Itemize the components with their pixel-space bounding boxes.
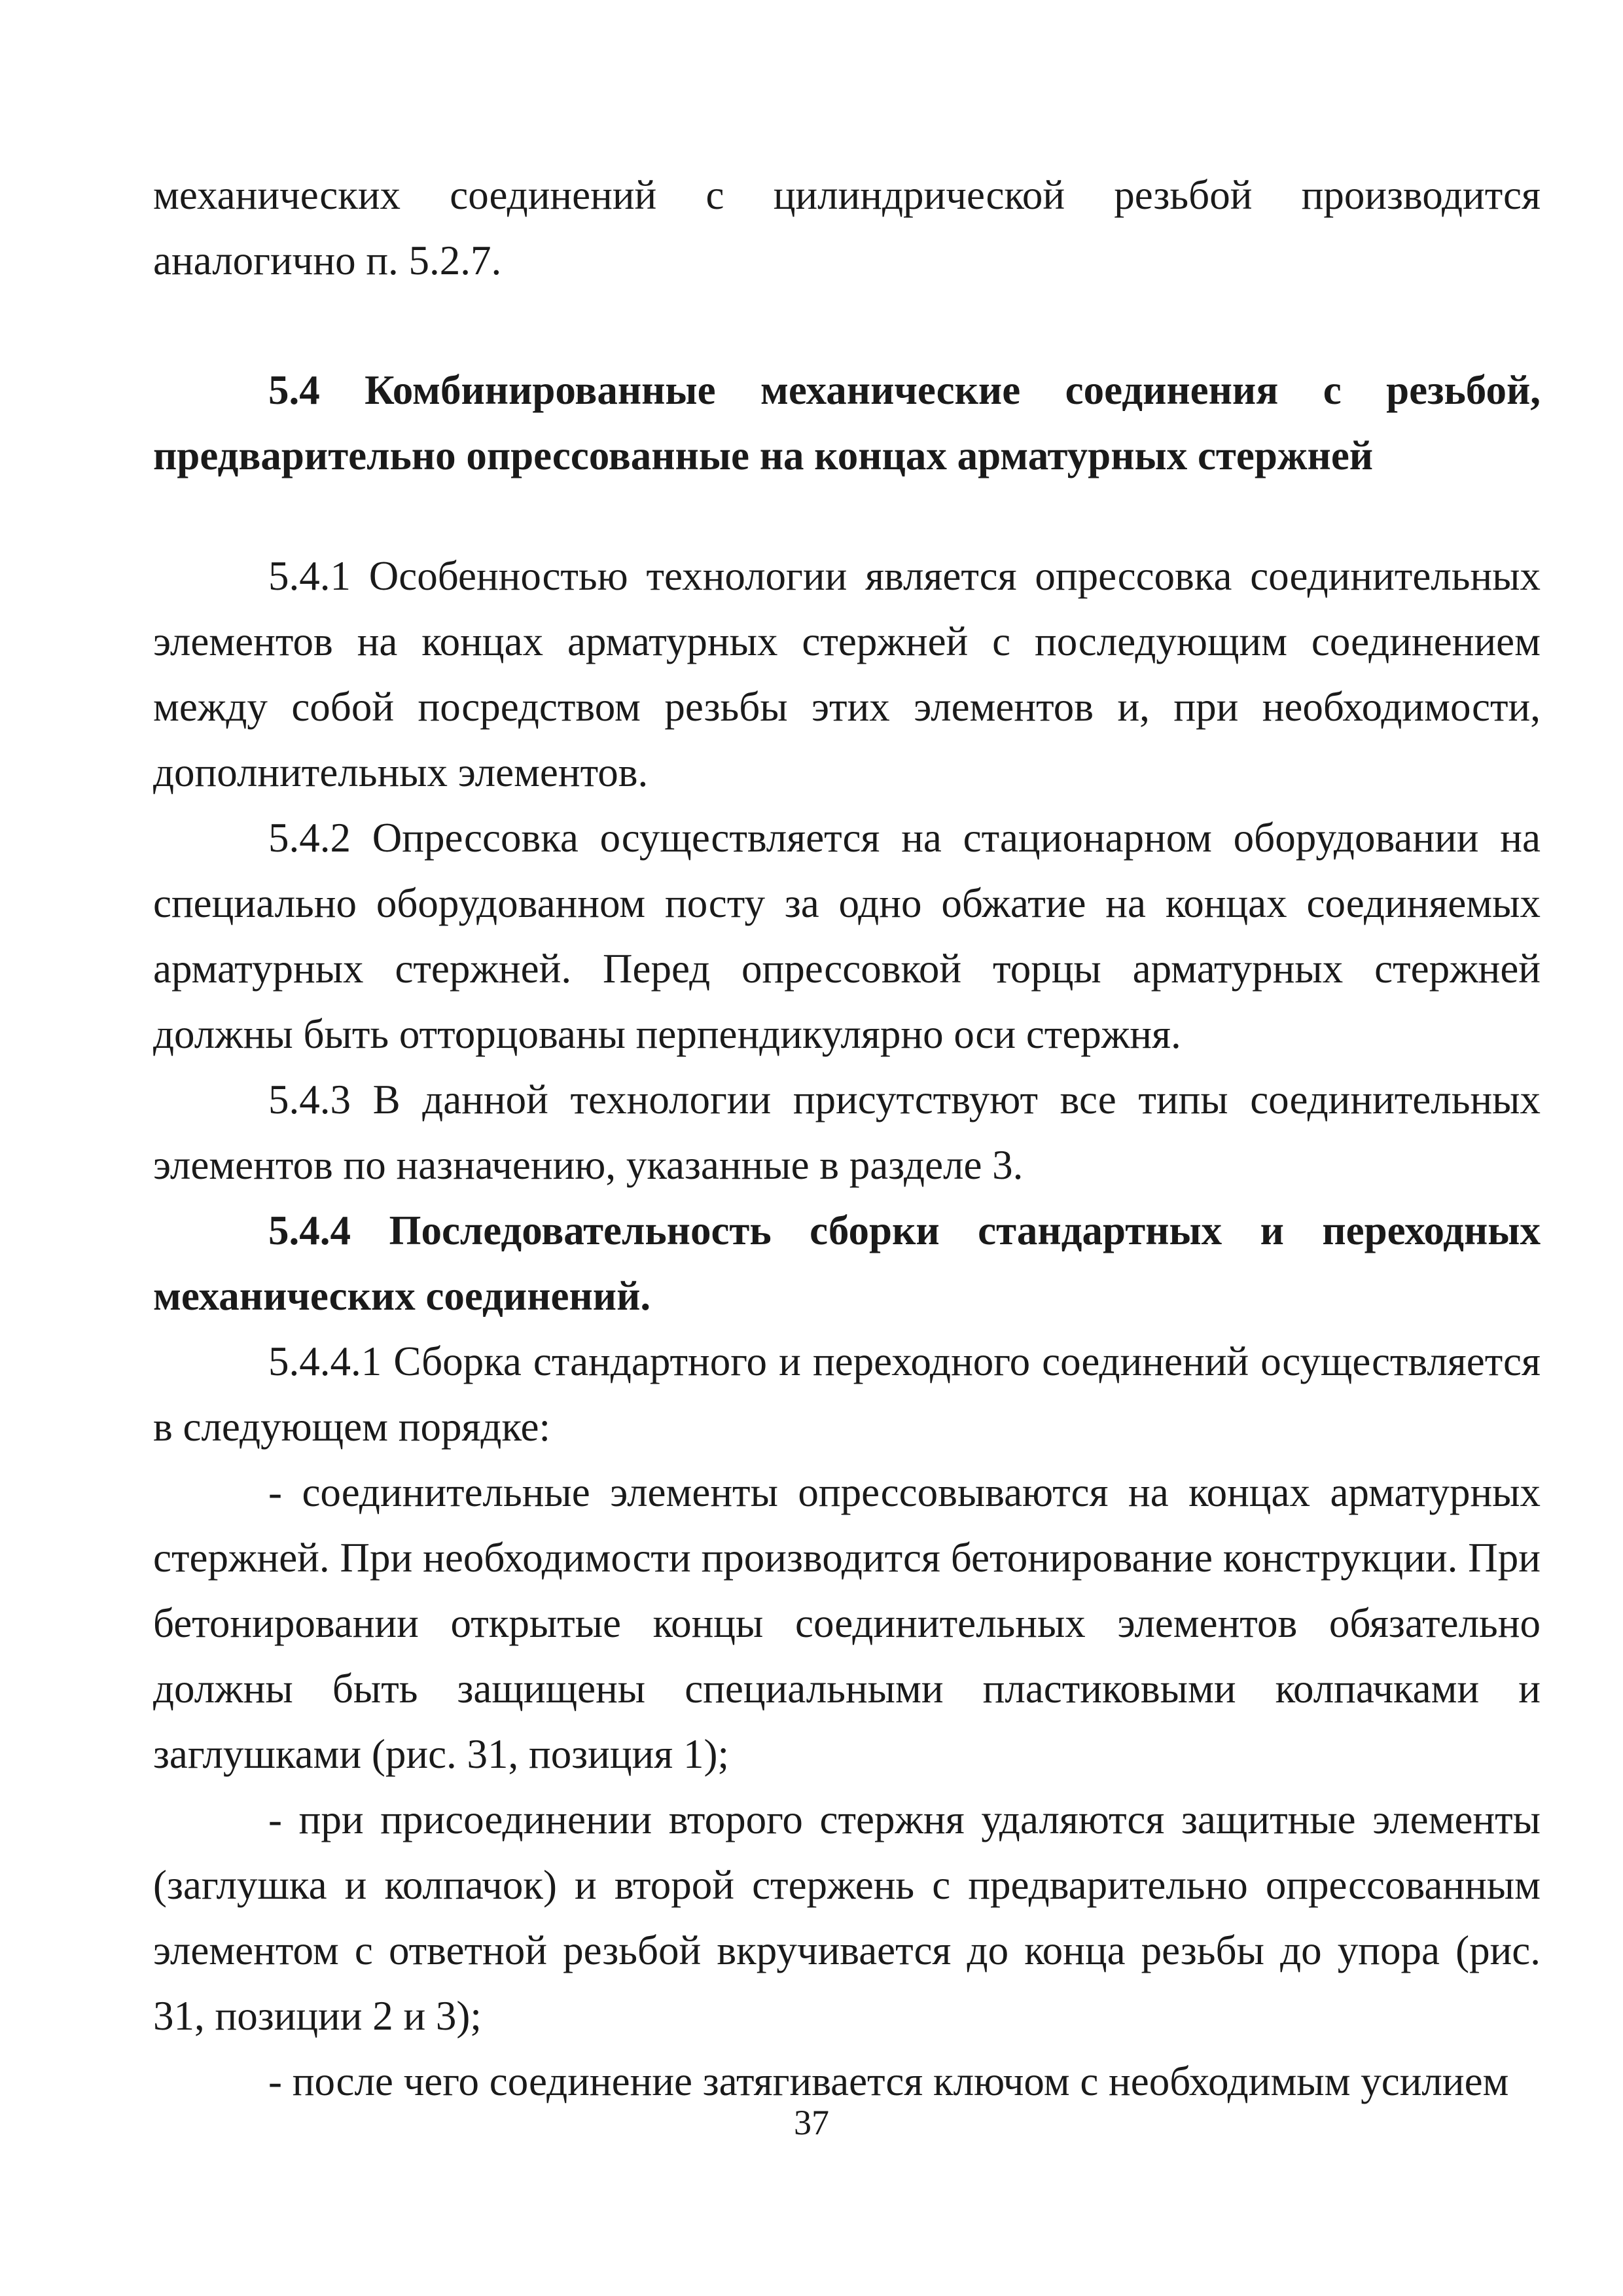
paragraph-5-4-4-1: 5.4.4.1 Сборка стандартного и переходного соединений осуществляется в следующем порядке: xyxy=(153,1338,1541,1450)
page-number: 37 xyxy=(794,2103,829,2142)
paragraph-5-4-2: 5.4.2 Опрессовка осуществляется на стационарном оборудовании на специально оборудованном посту за одно обжатие на концах соединяемых арматурных стержней. Перед опрессовкой торцы арматурных стержней должны быть отторцованы перпендикулярно оси стержня. xyxy=(153,815,1541,1057)
paragraph-5-4-3: 5.4.3 В данной технологии присутствуют все типы соединительных элементов по назначению, указанные в разделе 3. xyxy=(153,1077,1541,1188)
list-item: - соединительные элементы опрессовываются на концах арматурных стержней. При необходимости производится бетонирование конструкции. При бетонировании открытые концы соединительных элементов обязательно должны быть защищены специальными пластиковыми колпачками и заглушками (рис. 31, позиция 1); xyxy=(153,1469,1541,1777)
paragraph-5-4-1: 5.4.1 Особенностью технологии является опрессовка соединительных элементов на концах арматурных стержней с последующим соединением между собой посредством резьбы этих элементов и, при необходимости, дополнительных элементов. xyxy=(153,553,1541,795)
list-item: - после чего соединение затягивается ключом с необходимым усилием xyxy=(268,2058,1509,2104)
intro-text: механических соединений с цилиндрической резьбой производится аналогично п. 5.2.7. xyxy=(153,172,1541,283)
subsection-heading: 5.4.4 Последовательность сборки стандартных и переходных механических соединений. xyxy=(153,1208,1541,1319)
intro-paragraph xyxy=(153,162,1541,293)
body-paragraphs xyxy=(153,543,1541,2114)
section-heading: 5.4 Комбинированные механические соединения с резьбой, предварительно опрессованные на концах арматурных стержней xyxy=(153,367,1541,478)
list-item: - при присоединении второго стержня удаляются защитные элементы (заглушка и колпачок) и второй стержень с предварительно опрессованным элементом с ответной резьбой вкручивается до конца резьбы до упора (рис. 31, позиции 2 и 3); xyxy=(153,1797,1541,2039)
section-5-4 xyxy=(153,357,1541,488)
